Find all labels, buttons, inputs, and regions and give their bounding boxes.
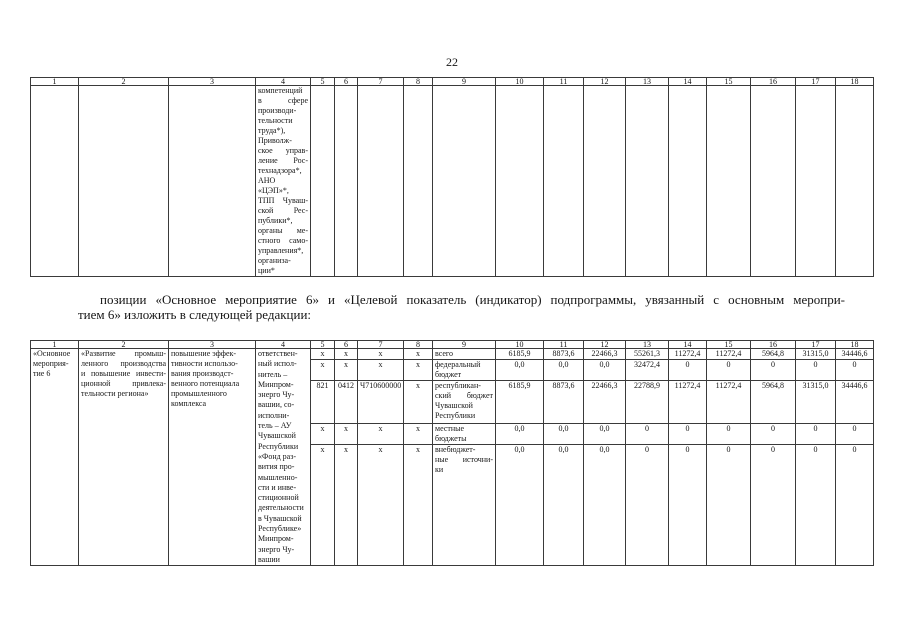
- text-line: труда*),: [258, 126, 286, 135]
- column-number: 9: [433, 341, 496, 349]
- amount-cell: 0: [796, 423, 836, 444]
- column-number: 7: [358, 78, 404, 86]
- amount-cell: 8873,6: [544, 381, 584, 423]
- responsible-executor-cell: [256, 349, 311, 566]
- budget-code-cell: x: [358, 423, 404, 444]
- column-number: 15: [707, 78, 751, 86]
- amount-cell: 0,0: [544, 360, 584, 381]
- text-line: «Фонд раз-: [258, 451, 297, 461]
- column-number: 4: [256, 341, 311, 349]
- column-number: 3: [169, 78, 256, 86]
- column-number: 10: [496, 341, 544, 349]
- column-number: 5: [311, 78, 335, 86]
- budget-code-cell: x: [404, 360, 433, 381]
- text-line: стиционной: [258, 493, 299, 503]
- amount-cell: 11272,4: [707, 381, 751, 423]
- text-line: вития про-: [258, 462, 295, 472]
- text-line: ные источни-: [435, 454, 493, 464]
- column-number: 9: [433, 78, 496, 86]
- text-line: тельности региона»: [81, 389, 149, 398]
- text-line: промышленного: [171, 389, 227, 398]
- budget-code-cell: x: [311, 423, 335, 444]
- column-number: 14: [669, 341, 707, 349]
- text-line: местные: [435, 423, 465, 433]
- budget-code-cell: x: [404, 349, 433, 360]
- text-line: вания производст-: [171, 369, 234, 378]
- amount-cell: 22788,9: [626, 381, 669, 423]
- table-cell: [433, 86, 496, 277]
- amount-cell: 31315,0: [796, 381, 836, 423]
- text-line: ный испол-: [258, 359, 297, 369]
- text-line: организа-: [258, 256, 291, 265]
- text-line: «Основное: [33, 349, 71, 358]
- amount-cell: 32472,4: [626, 360, 669, 381]
- amount-cell: 0: [707, 423, 751, 444]
- amount-cell: 11272,4: [707, 349, 751, 360]
- text-line: Минпром-: [258, 379, 294, 389]
- amount-cell: 0: [669, 360, 707, 381]
- text-line: ционной привлека-: [81, 379, 166, 388]
- table-cell: [496, 86, 544, 277]
- funding-source-cell: [433, 349, 496, 360]
- text-line: Приволж-: [258, 136, 292, 145]
- column-number: 8: [404, 341, 433, 349]
- program-element-cell: [31, 349, 79, 566]
- text-line: всего: [435, 349, 454, 358]
- text-line: федеральный: [435, 360, 481, 370]
- text-line: вашии: [258, 554, 280, 564]
- text-line: ское управ-: [258, 146, 308, 155]
- column-number: 7: [358, 341, 404, 349]
- column-number: 6: [335, 78, 358, 86]
- amount-cell: 0: [751, 360, 796, 381]
- text-line: АНО: [258, 176, 276, 185]
- table-row: [31, 86, 874, 277]
- amount-cell: 0,0: [584, 423, 626, 444]
- text-line: ленного производства: [81, 359, 166, 368]
- table-cell: [169, 86, 256, 277]
- table-cell: [707, 86, 751, 277]
- column-number: 18: [836, 341, 874, 349]
- column-number: 5: [311, 341, 335, 349]
- amount-cell: 0: [836, 423, 874, 444]
- text-line: ответствен-: [258, 349, 298, 358]
- column-number: 17: [796, 341, 836, 349]
- budget-code-cell: 821: [311, 381, 335, 423]
- amount-cell: 0: [751, 444, 796, 565]
- text-line: в Чувашской: [258, 513, 302, 523]
- column-number: 16: [751, 341, 796, 349]
- budget-code-cell: x: [335, 423, 358, 444]
- text-line: тельности: [258, 116, 293, 125]
- text-line: бюджет: [435, 370, 462, 380]
- table-cell: [796, 86, 836, 277]
- table-cell: [626, 86, 669, 277]
- column-number: 12: [584, 341, 626, 349]
- text-line: ской Рес-: [258, 206, 308, 215]
- amount-cell: 0,0: [584, 360, 626, 381]
- column-number: 2: [79, 78, 169, 86]
- table-cell: [584, 86, 626, 277]
- column-number: 6: [335, 341, 358, 349]
- text-line: бюджеты: [435, 433, 467, 443]
- amount-cell: 0: [626, 423, 669, 444]
- amount-cell: 5964,8: [751, 349, 796, 360]
- text-line: повышение эффек-: [171, 349, 237, 358]
- column-number: 8: [404, 78, 433, 86]
- text-line: органы ме-: [258, 226, 308, 235]
- budget-code-cell: x: [311, 360, 335, 381]
- table-cell: [836, 86, 874, 277]
- funding-source-cell: [433, 381, 496, 423]
- text-line: деятельности: [258, 503, 304, 513]
- table-cell: [335, 86, 358, 277]
- budget-code-cell: x: [311, 444, 335, 565]
- column-number-row: [31, 341, 874, 349]
- column-number: 15: [707, 341, 751, 349]
- table-row: [31, 349, 874, 360]
- text-line: исполни-: [258, 410, 290, 420]
- budget-code-cell: 0412: [335, 381, 358, 423]
- amount-cell: 22466,3: [584, 381, 626, 423]
- table-cell: [31, 86, 79, 277]
- amount-cell: 0,0: [496, 360, 544, 381]
- budget-code-cell: x: [335, 349, 358, 360]
- text-line: «Развитие промыш-: [81, 349, 166, 358]
- objective-cell: [169, 349, 256, 566]
- amount-cell: 22466,3: [584, 349, 626, 360]
- amount-cell: 5964,8: [751, 381, 796, 423]
- text-line: Чувашской: [435, 401, 473, 411]
- amount-cell: 0: [626, 444, 669, 565]
- text-line: технадзора*,: [258, 166, 302, 175]
- text-line: нитель –: [258, 369, 288, 379]
- text-line: мышленно-: [258, 472, 298, 482]
- amount-cell: 6185,9: [496, 349, 544, 360]
- amount-cell: 0,0: [496, 444, 544, 565]
- text-line: ский бюджет: [435, 391, 493, 401]
- event-name-cell: [79, 349, 169, 566]
- amount-cell: 0: [669, 423, 707, 444]
- funding-source-cell: [433, 360, 496, 381]
- text-line: ление Рос-: [258, 156, 308, 165]
- text-line: стного само-: [258, 236, 308, 245]
- text-line: ки: [435, 464, 444, 474]
- column-number: 1: [31, 341, 79, 349]
- text-line: вашии, со-: [258, 400, 295, 410]
- budget-code-cell: x: [404, 444, 433, 565]
- table-cell: [751, 86, 796, 277]
- amount-cell: 0: [796, 444, 836, 565]
- text-line: венного потенциала: [171, 379, 240, 388]
- text-line: комплекса: [171, 399, 207, 408]
- budget-code-cell: x: [335, 444, 358, 565]
- text-line: публики*,: [258, 216, 293, 225]
- text-line: Республике»: [258, 524, 302, 534]
- column-number: 17: [796, 78, 836, 86]
- amount-cell: 0: [707, 444, 751, 565]
- budget-table: [30, 340, 874, 566]
- text-line: Республики: [435, 411, 476, 421]
- responsible-executor-cell: [256, 86, 311, 277]
- amount-cell: 8873,6: [544, 349, 584, 360]
- amount-cell: 0: [707, 360, 751, 381]
- amount-cell: 34446,6: [836, 381, 874, 423]
- amount-cell: 0: [836, 444, 874, 565]
- budget-code-cell: x: [358, 360, 404, 381]
- amount-cell: 0: [669, 444, 707, 565]
- column-number: 3: [169, 341, 256, 349]
- table-cell: [79, 86, 169, 277]
- table-cell: [311, 86, 335, 277]
- amount-cell: 11272,4: [669, 381, 707, 423]
- text-line: Республики: [258, 441, 299, 451]
- budget-code-cell: x: [358, 349, 404, 360]
- page-number: 22: [446, 55, 458, 69]
- text-line: ции*: [258, 266, 275, 275]
- text-line: компетенций: [258, 86, 303, 95]
- column-number: 10: [496, 78, 544, 86]
- text-line: энерго Чу-: [258, 390, 295, 400]
- budget-code-cell: x: [335, 360, 358, 381]
- column-number: 18: [836, 78, 874, 86]
- column-number: 14: [669, 78, 707, 86]
- column-number-row: [31, 78, 874, 86]
- column-number: 2: [79, 341, 169, 349]
- text-line: внебюджет-: [435, 444, 476, 454]
- amount-cell: 0,0: [544, 423, 584, 444]
- amount-cell: 55261,3: [626, 349, 669, 360]
- text-line: Минпром-: [258, 534, 294, 544]
- text-line: сти и инве-: [258, 482, 297, 492]
- column-number: 11: [544, 341, 584, 349]
- text-line: республикан-: [435, 381, 481, 391]
- text-line: и повышение инвести-: [81, 369, 166, 378]
- amount-cell: 6185,9: [496, 381, 544, 423]
- amount-cell: 34446,6: [836, 349, 874, 360]
- text-line: в сфере: [258, 96, 308, 105]
- column-number: 13: [626, 341, 669, 349]
- text-line: управления*,: [258, 246, 304, 255]
- table-cell: [404, 86, 433, 277]
- column-number: 12: [584, 78, 626, 86]
- instruction-line: позиции «Основное мероприятие 6» и «Целевой показатель (индикатор) подпрограммы, увязанный с основным меропри-: [100, 292, 845, 307]
- text-line: энерго Чу-: [258, 544, 295, 554]
- amount-cell: 0,0: [496, 423, 544, 444]
- column-number: 1: [31, 78, 79, 86]
- budget-code-cell: x: [404, 381, 433, 423]
- text-line: тивности использо-: [171, 359, 238, 368]
- text-line: ТПП Чуваш-: [258, 196, 308, 205]
- budget-code-cell: x: [358, 444, 404, 565]
- text-line: тель – АУ: [258, 421, 292, 431]
- column-number: 13: [626, 78, 669, 86]
- amount-cell: 31315,0: [796, 349, 836, 360]
- amount-cell: 0,0: [544, 444, 584, 565]
- text-line: производи-: [258, 106, 297, 115]
- column-number: 11: [544, 78, 584, 86]
- budget-code-cell: x: [404, 423, 433, 444]
- text-line: Чувашской: [258, 431, 296, 441]
- amount-cell: 0: [751, 423, 796, 444]
- text-line: «ЦЭП»*,: [258, 186, 289, 195]
- text-line: тие 6: [33, 369, 51, 378]
- budget-code-cell: Ч710600000: [358, 381, 404, 423]
- amount-cell: 0,0: [584, 444, 626, 565]
- amount-cell: 0: [836, 360, 874, 381]
- instruction-line: тием 6» изложить в следующей редакции:: [78, 307, 312, 322]
- column-number: 16: [751, 78, 796, 86]
- continued-table: [30, 77, 874, 277]
- funding-source-cell: [433, 444, 496, 565]
- amendment-instruction: [78, 292, 845, 322]
- column-number: 4: [256, 78, 311, 86]
- amount-cell: 0: [796, 360, 836, 381]
- amount-cell: 11272,4: [669, 349, 707, 360]
- table-cell: [358, 86, 404, 277]
- budget-code-cell: x: [311, 349, 335, 360]
- table-cell: [669, 86, 707, 277]
- table-cell: [544, 86, 584, 277]
- text-line: мероприя-: [33, 359, 69, 368]
- funding-source-cell: [433, 423, 496, 444]
